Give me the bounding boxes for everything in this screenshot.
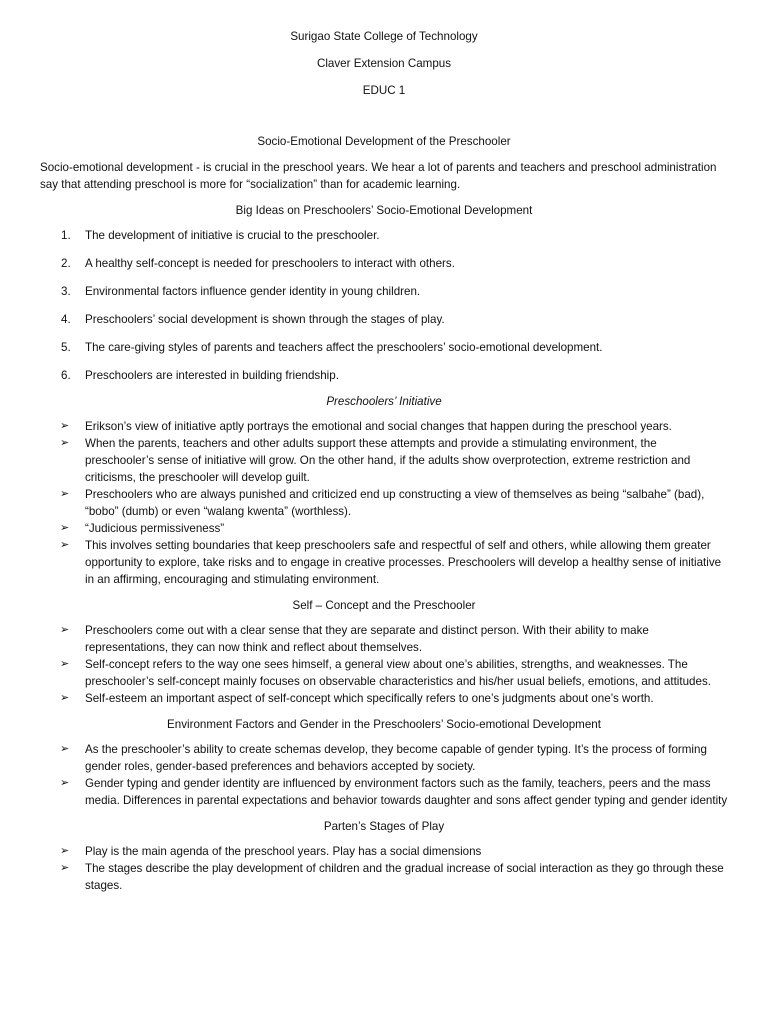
list-item bbox=[40, 690, 728, 707]
arrow-bullet-icon: ➢ bbox=[60, 420, 70, 432]
item-text: Environmental factors influence gender identity in young children. bbox=[85, 285, 421, 298]
list-item bbox=[40, 775, 728, 809]
item-text: The stages describe the play development of children and the gradual increase of social interaction as they go through these stages. bbox=[85, 862, 724, 892]
item-number: 2. bbox=[61, 257, 71, 270]
item-number: 1. bbox=[61, 229, 71, 242]
list-item bbox=[40, 311, 728, 328]
arrow-bullet-icon: ➢ bbox=[60, 624, 70, 636]
item-text: Preschoolers’ social development is shown through the stages of play. bbox=[85, 313, 445, 326]
arrow-bullet-icon: ➢ bbox=[60, 692, 70, 704]
arrow-bullet-icon: ➢ bbox=[60, 862, 70, 874]
big-ideas-heading: Big Ideas on Preschoolers’ Socio-Emotional Development bbox=[235, 204, 533, 217]
arrow-bullet-icon: ➢ bbox=[60, 777, 70, 789]
item-text: Self-esteem an important aspect of self-concept which specifically refers to one’s judgments about one’s worth. bbox=[85, 692, 654, 705]
arrow-bullet-icon: ➢ bbox=[60, 658, 70, 670]
item-text: The care-giving styles of parents and teachers affect the preschoolers’ socio-emotional development. bbox=[85, 341, 603, 354]
item-text: Erikson’s view of initiative aptly portrays the emotional and social changes that happen during the preschool years. bbox=[85, 420, 672, 433]
intro-text: is crucial in the preschool years. We hear a lot of parents and teachers and preschool administration say that attending preschool is more for “socialization” than for academic learning. bbox=[40, 161, 717, 191]
list-item bbox=[40, 255, 728, 272]
item-number: 6. bbox=[61, 369, 71, 382]
list-item bbox=[40, 860, 728, 894]
item-text: A healthy self-concept is needed for preschoolers to interact with others. bbox=[85, 257, 455, 270]
item-text: Preschoolers who are always punished and criticized end up constructing a view of themselves as being “salbahe” (bad), “bobo” (dumb) or even “walang kwenta” (worthless). bbox=[85, 488, 705, 518]
list-item bbox=[40, 367, 728, 384]
self-concept-heading: Self – Concept and the Preschooler bbox=[292, 599, 476, 612]
item-text: Gender typing and gender identity are influenced by environment factors such as the family, teachers, peers and the mass media. Differences in parental expectations and behavior towards daughter and sons affect gender typing and gender identity bbox=[85, 777, 728, 807]
arrow-bullet-icon: ➢ bbox=[60, 845, 70, 857]
list-item bbox=[40, 486, 728, 520]
intro-paragraph bbox=[40, 159, 728, 193]
list-item bbox=[40, 227, 728, 244]
list-item bbox=[40, 520, 728, 537]
campus-name: Claver Extension Campus bbox=[316, 57, 452, 70]
arrow-bullet-icon: ➢ bbox=[60, 437, 70, 449]
play-list bbox=[40, 843, 728, 894]
item-text: The development of initiative is crucial to the preschooler. bbox=[85, 229, 380, 242]
list-item bbox=[40, 418, 728, 435]
item-text: Preschoolers come out with a clear sense that they are separate and distinct person. With their ability to make representations, they can now think and reflect about themselves. bbox=[85, 624, 649, 654]
school-name: Surigao State College of Technology bbox=[290, 30, 478, 43]
initiative-list bbox=[40, 418, 728, 588]
list-item bbox=[40, 339, 728, 356]
list-item bbox=[40, 283, 728, 300]
item-number: 3. bbox=[61, 285, 71, 298]
list-item bbox=[40, 622, 728, 656]
item-text: Preschoolers are interested in building friendship. bbox=[85, 369, 339, 382]
item-text: When the parents, teachers and other adults support these attempts and provide a stimulating environment, the preschooler’s sense of initiative will grow. On the other hand, if the adults show overprotection, extreme restriction and criticisms, the preschooler will develop guilt. bbox=[85, 437, 691, 484]
big-ideas-list bbox=[40, 227, 728, 384]
arrow-bullet-icon: ➢ bbox=[60, 743, 70, 755]
list-item bbox=[40, 741, 728, 775]
environment-list bbox=[40, 741, 728, 809]
item-text: Play is the main agenda of the preschool years. Play has a social dimensions bbox=[85, 845, 482, 858]
arrow-bullet-icon: ➢ bbox=[60, 488, 70, 500]
item-number: 4. bbox=[61, 313, 71, 326]
intro-term: Socio-emotional development - bbox=[40, 161, 200, 174]
list-item bbox=[40, 656, 728, 690]
environment-heading: Environment Factors and Gender in the Preschoolers’ Socio-emotional Development bbox=[167, 718, 601, 731]
item-text: This involves setting boundaries that keep preschoolers safe and respectful of self and others, while allowing them greater opportunity to explore, take risks and to engage in creative processes. Preschoolers will develop a healthy sense of initiative in an affirming, encouraging and stimulating environment. bbox=[85, 539, 722, 586]
arrow-bullet-icon: ➢ bbox=[60, 522, 70, 534]
arrow-bullet-icon: ➢ bbox=[60, 539, 70, 551]
play-heading: Parten’s Stages of Play bbox=[323, 820, 445, 833]
initiative-heading: Preschoolers’ Initiative bbox=[326, 395, 442, 408]
item-text: “Judicious permissiveness” bbox=[85, 522, 225, 535]
item-number: 5. bbox=[61, 341, 71, 354]
document-title: Socio-Emotional Development of the Preschooler bbox=[257, 135, 511, 148]
course-code: EDUC 1 bbox=[362, 84, 406, 97]
item-text: As the preschooler’s ability to create schemas develop, they become capable of gender typing. It’s the process of forming gender roles, gender-based preferences and behaviors accepted by society. bbox=[85, 743, 707, 773]
self-concept-list bbox=[40, 622, 728, 707]
list-item bbox=[40, 843, 728, 860]
list-item bbox=[40, 537, 728, 588]
list-item bbox=[40, 435, 728, 486]
item-text: Self-concept refers to the way one sees himself, a general view about one’s abilities, strengths, and weaknesses. The preschooler’s self-concept mainly focuses on observable characteristics and his/her usual beliefs, emotions, and attitudes. bbox=[85, 658, 711, 688]
